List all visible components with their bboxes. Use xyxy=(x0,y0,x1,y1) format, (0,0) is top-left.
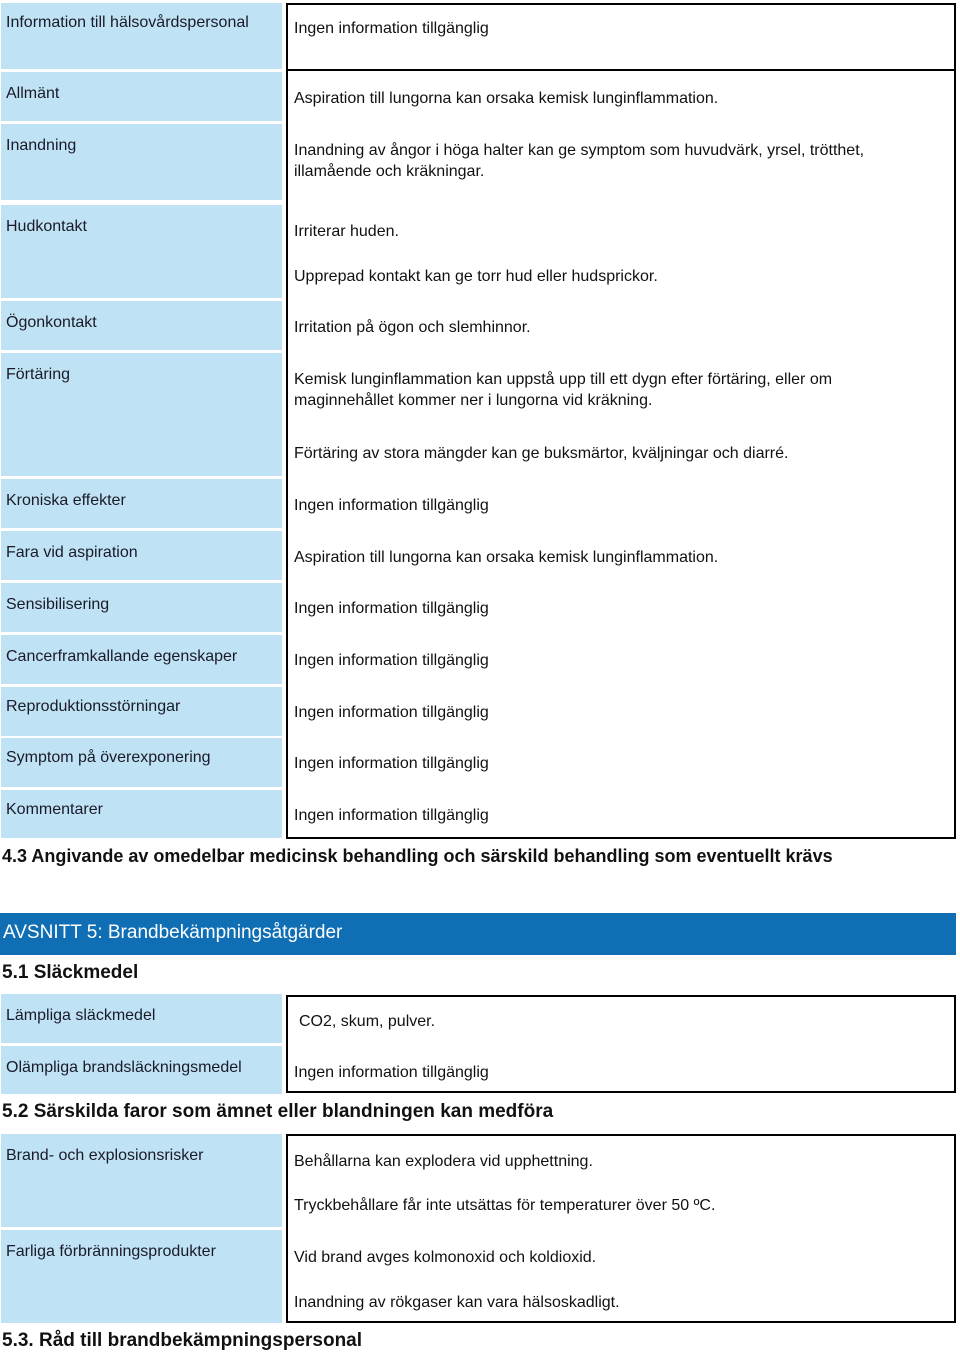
value-overexposure: Ingen information tillgänglig xyxy=(294,755,489,772)
value-info-healthcare: Ingen information tillgänglig xyxy=(294,20,489,37)
value-aspiration: Aspiration till lungorna kan orsaka kemisk lunginflammation. xyxy=(294,549,719,566)
label-eye-contact: Ögonkontakt xyxy=(1,301,282,350)
value-fire-1: Behållarna kan explodera vid upphettning. xyxy=(294,1153,593,1170)
heading-5-3: 5.3. Råd till brandbekämpningspersonal xyxy=(2,1330,363,1351)
label-chronic-effects: Kroniska effekter xyxy=(1,479,282,528)
value-combustion-2: Inandning av rökgaser kan vara hälsoskadligt. xyxy=(294,1294,620,1311)
value-comments: Ingen information tillgänglig xyxy=(294,807,489,824)
label-comments: Kommentarer xyxy=(1,790,282,838)
value-ingestion-1: Kemisk lunginflammation kan uppstå upp till ett dygn efter förtäring, eller om maginnehållet kommer ner i lungorna vid kräkning. xyxy=(294,371,833,409)
section-5-title: AVSNITT 5: Brandbekämpningsåtgärder xyxy=(3,922,343,943)
value-sensitization: Ingen information tillgänglig xyxy=(294,600,489,617)
label-reproductive: Reproduktionsstörningar xyxy=(1,687,282,736)
section-5-banner xyxy=(0,913,956,955)
value-ingestion-2: Förtäring av stora mängder kan ge buksmärtor, kväljningar och diarré. xyxy=(294,445,789,462)
value-combustion-1: Vid brand avges kolmonoxid och koldioxid. xyxy=(294,1249,597,1266)
label-fire-explosion: Brand- och explosionsrisker xyxy=(1,1134,282,1227)
value-skin-1: Irriterar huden. xyxy=(294,223,399,240)
label-ingestion: Förtäring xyxy=(1,353,282,476)
heading-4-3: 4.3 Angivande av omedelbar medicinsk behandling och särskild behandling som eventuellt krävs xyxy=(2,846,833,866)
label-info-healthcare: Information till hälsovårdspersonal xyxy=(1,3,282,69)
value-unsuitable-media: Ingen information tillgänglig xyxy=(294,1064,489,1081)
value-eye: Irritation på ögon och slemhinnor. xyxy=(294,319,531,336)
value-reproductive: Ingen information tillgänglig xyxy=(294,704,489,721)
value-suitable-media: CO2, skum, pulver. xyxy=(299,1013,436,1030)
label-sensitization: Sensibilisering xyxy=(1,583,282,632)
value-skin-2: Upprepad kontakt kan ge torr hud eller hudsprickor. xyxy=(294,268,658,285)
label-suitable-media: Lämpliga släckmedel xyxy=(1,994,282,1043)
heading-5-2: 5.2 Särskilda faror som ämnet eller blandningen kan medföra xyxy=(2,1101,554,1122)
label-skin-contact: Hudkontakt xyxy=(1,205,282,298)
value-general: Aspiration till lungorna kan orsaka kemisk lunginflammation. xyxy=(294,90,719,107)
label-overexposure: Symptom på överexponering xyxy=(1,738,282,787)
heading-5-1: 5.1 Släckmedel xyxy=(2,962,139,983)
value-fire-2: Tryckbehållare får inte utsättas för temperaturer över 50 ºC. xyxy=(294,1197,716,1214)
value-carcinogenic: Ingen information tillgänglig xyxy=(294,652,489,669)
label-combustion-products: Farliga förbränningsprodukter xyxy=(1,1230,282,1323)
label-aspiration-hazard: Fara vid aspiration xyxy=(1,531,282,580)
value-chronic: Ingen information tillgänglig xyxy=(294,497,489,514)
label-unsuitable-media: Olämpliga brandsläckningsmedel xyxy=(1,1046,282,1094)
label-carcinogenic: Cancerframkallande egenskaper xyxy=(1,635,282,684)
label-inhalation: Inandning xyxy=(1,124,282,200)
label-general: Allmänt xyxy=(1,72,282,121)
value-inhalation: Inandning av ångor i höga halter kan ge symptom som huvudvärk, yrsel, trötthet, illamående och kräkningar. xyxy=(294,142,865,180)
